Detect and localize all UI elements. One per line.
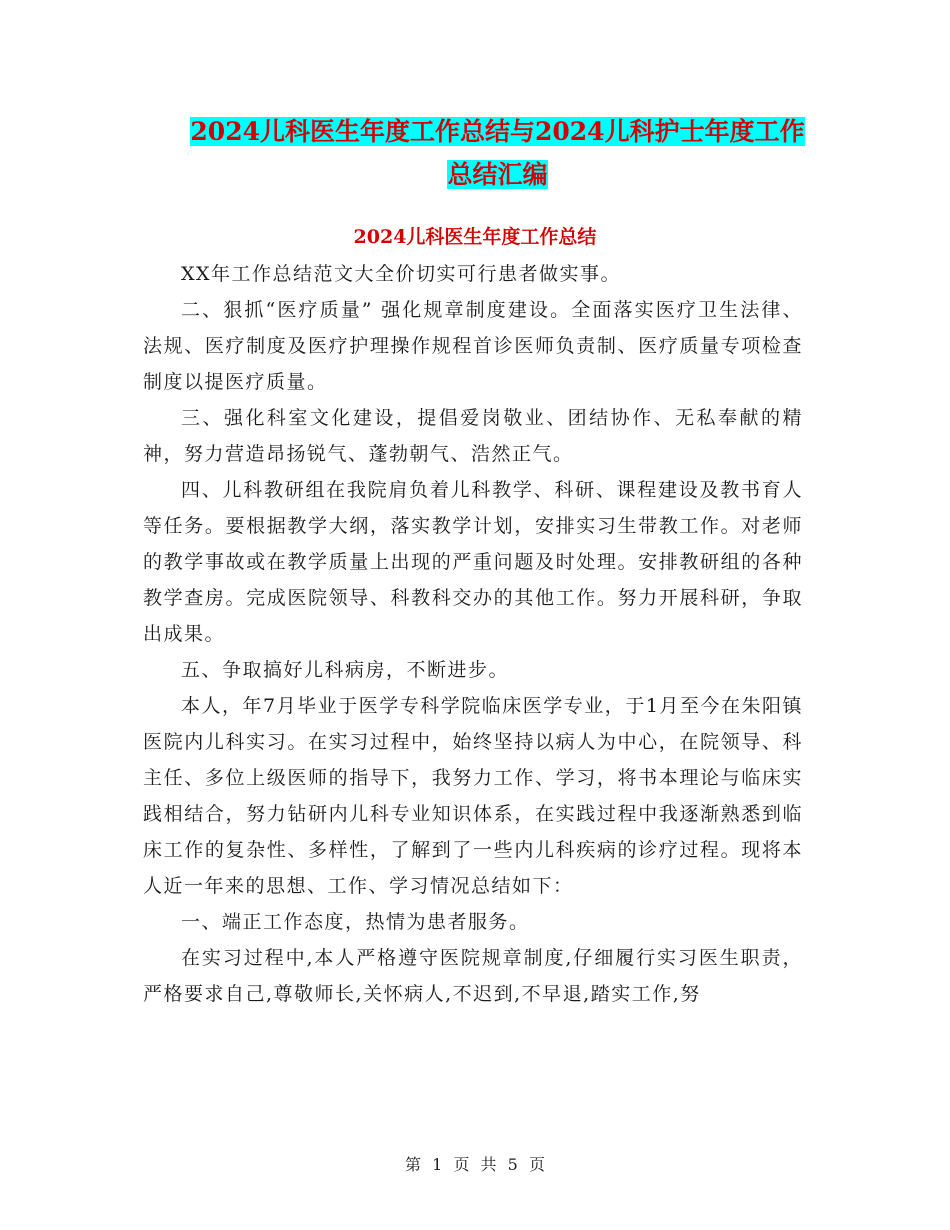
paragraph: 一、端正工作态度，热情为患者服务。 <box>181 911 530 933</box>
document-title <box>185 110 810 196</box>
paragraph: 四、儿科教研组在我院肩负着儿科教学、科研、课程建设及教书育人等任务。要根据教学大纲，落实教学计划，安排实习生带教工作。对老师的教学事故或在教学质量上出现的严重问题及时处理。安排教研组的各种教学查房。完成医院领导、科教科交办的其他工作。努力开展科研，争取出成果。 <box>143 479 803 645</box>
footer-word-di: 第 <box>405 1155 422 1174</box>
footer-word-ye: 页 <box>453 1155 470 1174</box>
paragraph: 在实习过程中,本人严格遵守医院规章制度,仔细履行实习医生职责，严格要求自己,尊敬师长,关怀病人,不迟到,不早退,踏实工作,努 <box>143 947 803 1005</box>
paragraph: XX年工作总结范文大全价切实可行患者做实事。 <box>181 263 622 285</box>
page-total: 5 <box>507 1155 518 1174</box>
title-line-2: 总结汇编 <box>447 160 548 189</box>
footer-word-gong: 共 <box>480 1155 497 1174</box>
footer-word-ye2: 页 <box>528 1155 545 1174</box>
page-footer <box>0 1152 950 1175</box>
paragraph: 三、强化科室文化建设，提倡爱岗敬业、团结协作、无私奉献的精神，努力营造昂扬锐气、蓬勃朝气、浩然正气。 <box>143 407 803 465</box>
title-line-1: 2024儿科医生年度工作总结与2024儿科护士年度工作 <box>190 117 805 146</box>
document-body <box>143 256 803 1012</box>
page-current: 1 <box>432 1155 443 1174</box>
section-subtitle: 2024儿科医生年度工作总结 <box>353 226 597 248</box>
paragraph: 二、狠抓“医疗质量” 强化规章制度建设。全面落实医疗卫生法律、法规、医疗制度及医疗护理操作规程首诊医师负责制、医疗质量专项检查制度以提医疗质量。 <box>143 299 803 393</box>
paragraph: 五、争取搞好儿科病房，不断进步。 <box>181 659 510 681</box>
paragraph: 本人，年7月毕业于医学专科学院临床医学专业，于1月至今在朱阳镇医院内儿科实习。在实习过程中，始终坚持以病人为中心，在院领导、科主任、多位上级医师的指导下，我努力工作、学习，将书本理论与临床实践相结合，努力钻研内儿科专业知识体系，在实践过程中我逐渐熟悉到临床工作的复杂性、多样性，了解到了一些内儿科疾病的诊疗过程。现将本人近一年来的思想、工作、学习情况总结如下： <box>143 695 803 897</box>
